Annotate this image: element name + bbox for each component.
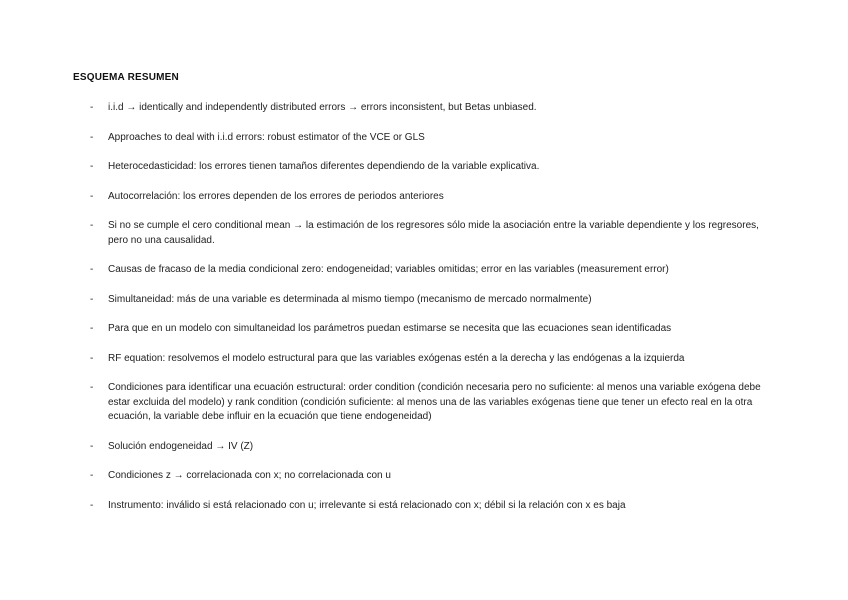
list-item <box>90 352 780 367</box>
bullet-marker: - <box>90 220 94 231</box>
list-item-text: Solución endogeneidad → IV (Z) <box>108 440 254 452</box>
list-item <box>90 499 780 514</box>
list-item-text: Instrumento: inválido si está relacionado con u; irrelevante si está relacionado con x; débil si la relación con x es baja <box>108 499 626 511</box>
list-item <box>90 440 780 455</box>
list-item <box>90 293 780 308</box>
list-item-text: Autocorrelación: los errores dependen de los errores de periodos anteriores <box>108 190 444 202</box>
bullet-list <box>90 101 780 528</box>
bullet-marker: - <box>90 264 94 275</box>
list-item <box>90 131 780 146</box>
bullet-marker: - <box>90 161 94 172</box>
bullet-marker: - <box>90 499 94 511</box>
list-item <box>90 101 780 116</box>
list-item-text: Condiciones z → correlacionada con x; no correlacionada con u <box>108 470 391 481</box>
list-item-text: Approaches to deal with i.i.d errors: robust estimator of the VCE or GLS <box>108 131 425 143</box>
list-item <box>90 469 780 484</box>
list-item <box>90 160 780 175</box>
list-item-text: Simultaneidad: más de una variable es determinada al mismo tiempo (mecanismo de mercado normalmente) <box>108 293 592 305</box>
list-item <box>90 190 780 205</box>
list-item-text: Si no se cumple el cero conditional mean → la estimación de los regresores sólo mide la asociación entre la variable dependiente y los regresores, pero no una causalidad. <box>108 220 759 246</box>
bullet-marker: - <box>90 293 94 305</box>
bullet-marker: - <box>90 323 94 334</box>
list-item <box>90 381 780 425</box>
bullet-marker: - <box>90 382 94 393</box>
list-item <box>90 322 780 337</box>
bullet-marker: - <box>90 190 94 202</box>
list-item-text: Causas de fracaso de la media condicional zero: endogeneidad; variables omitidas; error en las variables (measurement error) <box>108 264 669 275</box>
list-item-text: Heterocedasticidad: los errores tienen tamaños diferentes dependiendo de la variable explicativa. <box>108 161 540 172</box>
list-item-text: Para que en un modelo con simultaneidad los parámetros puedan estimarse se necesita que las ecuaciones sean identificadas <box>108 323 672 334</box>
list-item <box>90 219 780 248</box>
document-title: ESQUEMA RESUMEN <box>73 72 179 83</box>
bullet-marker: - <box>90 470 94 481</box>
list-item <box>90 263 780 278</box>
bullet-marker: - <box>90 131 94 143</box>
list-item-text: Condiciones para identificar una ecuación estructural: order condition (condición necesaria pero no suficiente: al menos una variable exógena debe estar excluida del modelo) y rank condition (condición suficiente: al menos una de las variables exógenas tiene que tener un efecto real en la otra ecuación, la variable debe influir en la ecuación que tiene endogeneidad) <box>108 382 761 422</box>
bullet-marker: - <box>90 440 94 452</box>
bullet-marker: - <box>90 352 94 364</box>
bullet-marker: - <box>90 102 94 113</box>
list-item-text: RF equation: resolvemos el modelo estructural para que las variables exógenas estén a la derecha y las endógenas a la izquierda <box>108 352 685 364</box>
list-item-text: i.i.d → identically and independently distributed errors → errors inconsistent, but Betas unbiased. <box>108 102 537 113</box>
